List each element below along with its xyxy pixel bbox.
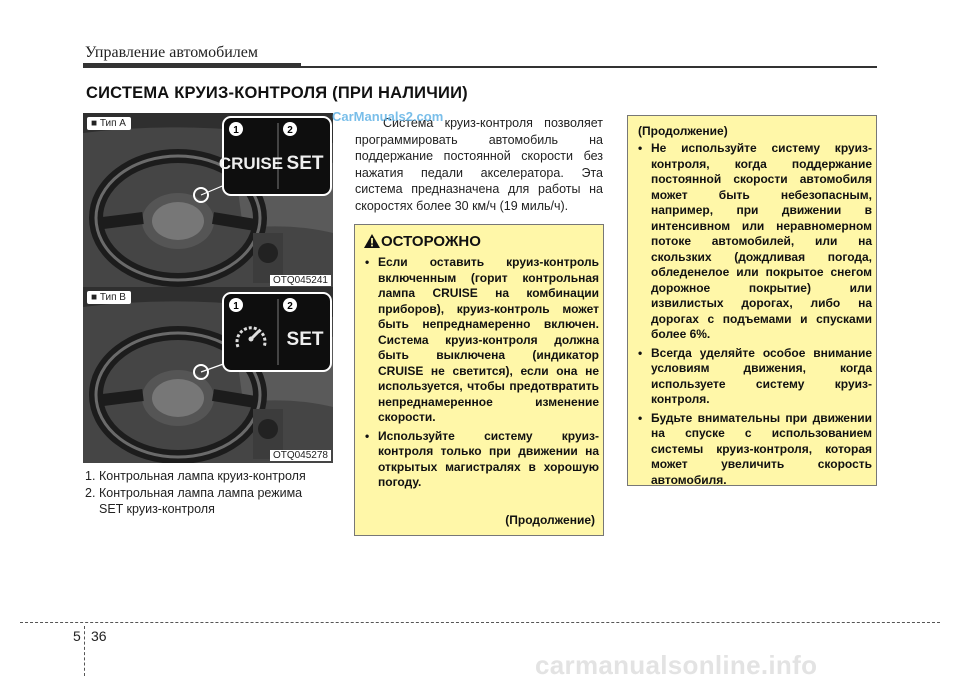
warning-list bbox=[363, 255, 599, 494]
caption-item-1 bbox=[85, 468, 306, 484]
figure-code-b: OTQ045278 bbox=[270, 450, 331, 461]
figure-type-b bbox=[83, 287, 333, 463]
continuation-item: • Всегда уделяйте особое внимание условиям движения, когда используете систему круиз-контроля. bbox=[636, 346, 872, 408]
header-rule-thin bbox=[301, 66, 877, 68]
page-number-divider bbox=[84, 626, 85, 676]
caption-text-cont: SET круиз-контроля bbox=[99, 502, 215, 516]
caption-text: Контрольная лампа круиз-контроля bbox=[99, 469, 306, 483]
callout-2-label: 2 bbox=[287, 301, 293, 312]
continued-label: (Продолжение) bbox=[505, 513, 595, 527]
caption-item-2 bbox=[85, 485, 335, 517]
figure-tag-b: ■ Тип B bbox=[87, 291, 131, 304]
footer-watermark: carmanualsonline.info bbox=[535, 650, 818, 680]
callout-2-label: 2 bbox=[287, 125, 293, 136]
continuation-list bbox=[636, 141, 872, 491]
continuation-item: • Не используйте систему круиз-контроля, когда поддержание постоянной скорости автомобиля может быть небезопасным, например, при движении в интенсивном или неравномерном потоке автомобилей, или на скользких (дождливая погода, обледенелое или покрытое снегом дорожное покрытие) или извилистых дорогах, либо на дорогах с подъемами и спусками более 6%. bbox=[636, 141, 872, 343]
header-rule-thick bbox=[83, 63, 301, 68]
section-number: 5 bbox=[73, 628, 81, 644]
figure-code-a: OTQ045241 bbox=[270, 275, 331, 286]
intro-paragraph: Система круиз-контроля позволяет программировать автомобиль на поддержание постоянной скорости без нажатия педали акселератора. Эта система предназначена для работы на скоростях более 30 км/ч (19 миль/ч). bbox=[355, 116, 603, 213]
section-title: СИСТЕМА КРУИЗ-КОНТРОЛЯ (ПРИ НАЛИЧИИ) bbox=[86, 84, 468, 102]
callout-1-label: 1 bbox=[233, 301, 239, 312]
footer-rule bbox=[20, 622, 940, 623]
watermark-overlay: CarManuals2.com bbox=[332, 109, 444, 124]
steering-wheel-illustration-b bbox=[83, 287, 333, 463]
continuation-item: • Будьте внимательны при движении на спуске с использованием системы круиз-контроля, которая может увеличить скорость автомобиля. bbox=[636, 411, 872, 489]
cruise-button-label: CRUISE bbox=[218, 154, 284, 173]
callout-1-label: 1 bbox=[233, 125, 239, 136]
continuation-heading: (Продолжение) bbox=[638, 124, 728, 138]
caption-text: Контрольная лампа лампа режима bbox=[99, 486, 303, 500]
set-button-label: SET bbox=[286, 153, 324, 174]
running-header: Управление автомобилем bbox=[85, 44, 259, 61]
continuation-box bbox=[627, 115, 877, 486]
caption-num: 1. bbox=[85, 469, 96, 483]
set-button-label: SET bbox=[286, 329, 324, 350]
warning-triangle-icon bbox=[363, 233, 381, 249]
warning-box bbox=[354, 224, 604, 536]
figure-type-a bbox=[83, 113, 333, 288]
caption-num: 2. bbox=[85, 486, 96, 500]
page-number: 36 bbox=[91, 628, 107, 644]
steering-wheel-illustration-a bbox=[83, 113, 333, 288]
warning-heading: ОСТОРОЖНО bbox=[381, 233, 481, 250]
warning-item: • Используйте систему круиз-контроля только при движении на открытых магистралях в хорошую погоду. bbox=[363, 429, 599, 491]
warning-item: • Если оставить круиз-контроль включенным (горит контрольная лампа CRUISE на комбинации приборов), круиз-контроль может быть непреднамеренно включен. Система круиз-контроля должна быть выключена (индикатор CRUISE не светится), если она не используется, чтобы предотвратить непреднамеренное изменение скорости. bbox=[363, 255, 599, 426]
figure-tag-a: ■ Тип A bbox=[87, 117, 131, 130]
